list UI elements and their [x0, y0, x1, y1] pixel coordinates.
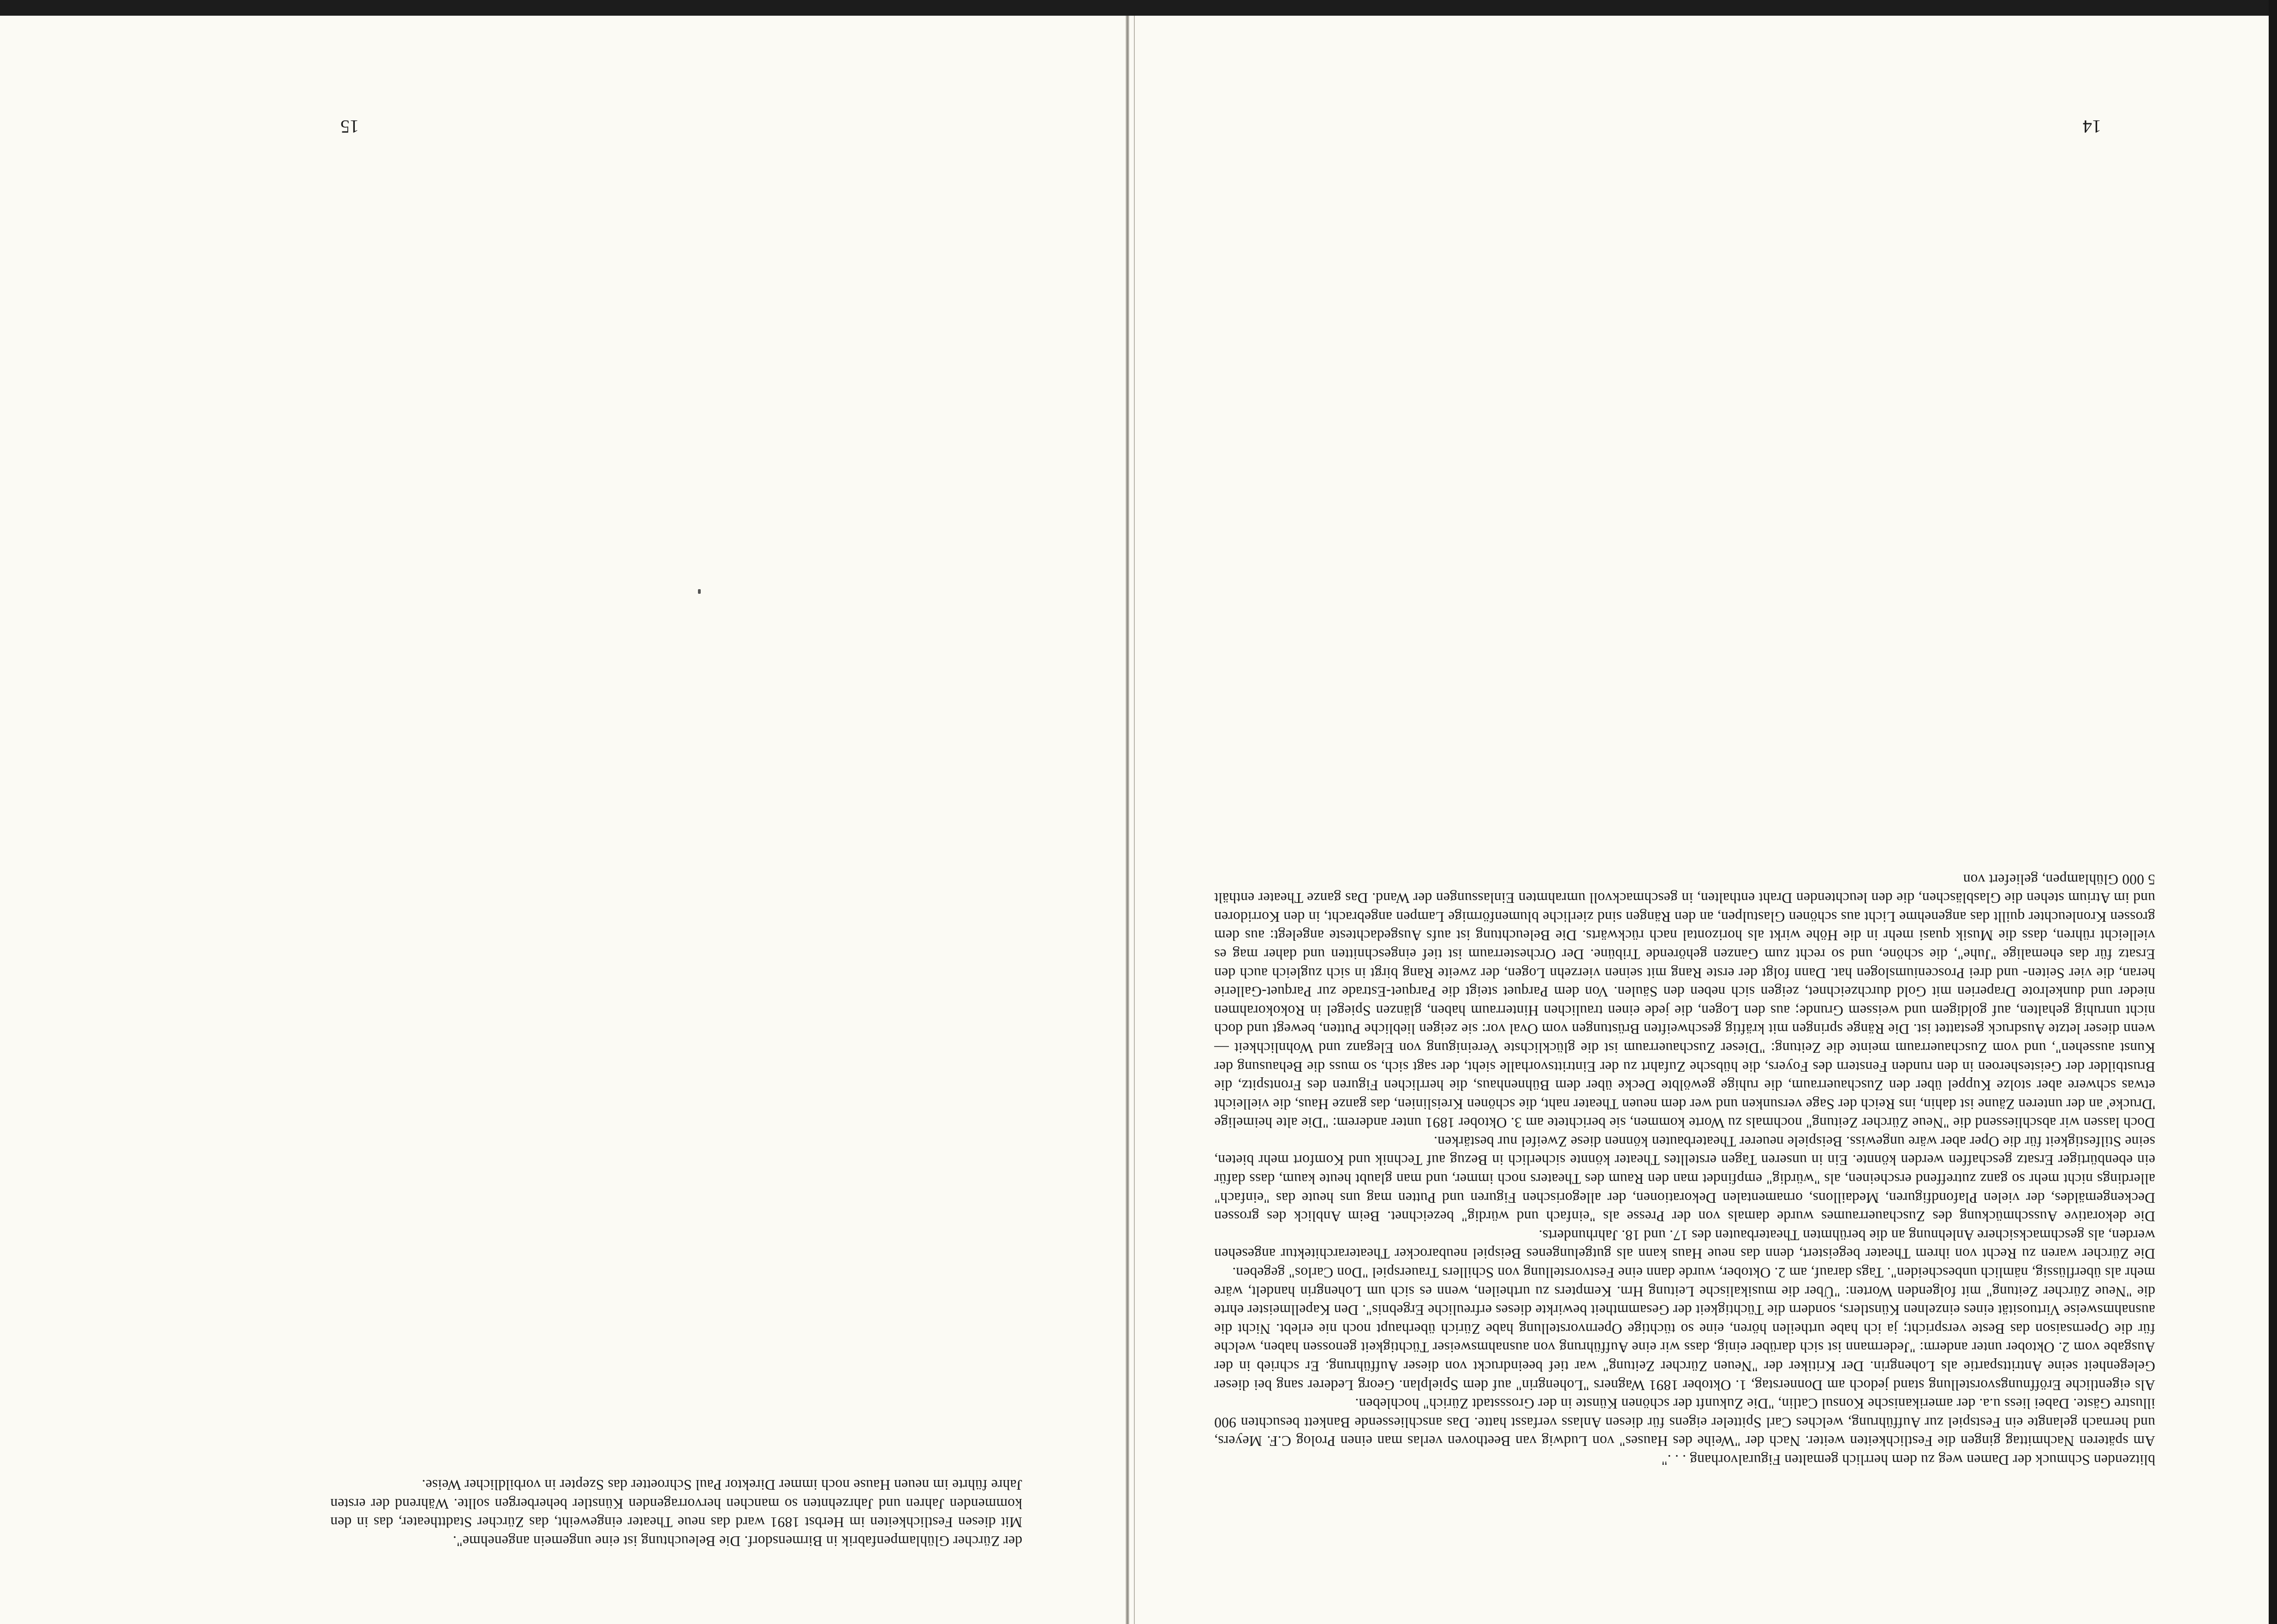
- dust-speck: [698, 589, 701, 594]
- paragraph: Mit diesen Festlichkeiten im Herbst 1891 ward das neue Theater eingeweiht, das Zürcher Stadttheater, das in den kommenden Jahren und Jahrzehnten so manchen hervorragenden Künstler beherbergen sollte. Während der ersten Jahre führte im neuen Hause noch immer Direktor Paul Schroetter das Szepter in vorbildlicher Weise.: [330, 1477, 1022, 1531]
- paragraph: Die Zürcher waren zu Recht von ihrem Theater begeistert, denn das neue Haus kann als gutgelungenes Beispiel neubarocker Theaterarchitektur angesehen werden, als geschmacksichere Anlehnung an die berühmten Theaterbauten des 17. und 18. Jahrhunderts.: [1214, 1227, 2155, 1262]
- book-gutter: [1126, 16, 1129, 1624]
- page-number-14: 14: [2083, 116, 2101, 137]
- paragraph: Doch lassen wir abschliessend die "Neue Zürcher Zeitung" nochmals zu Worte kommen, sie berichtete am 3. Oktober 1891 unter anderem: "Die alte heimelige 'Drucke' an der unteren Zäune ist dahin, ins Reich der Sage versunken und wer dem neuen Theater naht, die schönen Kreislinien, das ganze Haus, die vielleicht etwas schwere aber stolze Kuppel über den Zuschauerraum, die ruhige gewölbte Decke über dem Bühnenhaus, die herrlichen Figuren des Frontspitz, die Brustbilder der Geisteshеroen in den runden Fenstern des Foyers, die hübsche Zufahrt zu der Eintrittsvorhalle sieht, der sagt sich, so muss die Behausung der Kunst aussehen", und vom Zuschauerraum meinte die Zeitung: "Dieser Zuschauerraum ist die glücklichste Vereinigung von Eleganz und Wohnlichkeit — wenn dieser letzte Ausdruck gestattet ist. Die Ränge springen mit kräftig geschweiften Brüstungen vom Oval vor: sie zeigen liebliche Putten, bewegt und doch nicht unruhig gehalten, auf goldigem und weissem Grunde; aus den Logen, die jede einen traulichen Hinterraum haben, glänzen Spiegel in Rokokorahmen nieder und dunkelrote Draperien mit Gold durchzeichnet, zeigen sich neben den Säulen. Von dem Parquet steigt die Parquet-Estrade zur Parquet-Gallerie heran, die vier Seiten- und drei Prosceniumslogen hat. Dann folgt der erste Rang mit seinen vierzehn Logen, der zweite Rang birgt in sich zugleich auch den Ersatz für das ehemalige "Juhe", die schöne, und so recht zum Ganzen gehörende Tribüne. Der Orchesterraum ist tief eingeschnitten und daher mag es vielleicht rühren, dass die Musik quasi mehr in die Höhe wirkt als horizontal nach rückwärts. Die Beleuchtung ist aufs Ausgedachteste angelegt: aus dem grossen Kronleuchter quillt das angenehme Licht aus schönen Glastulpen, an den Rängen sind zierliche blumenförmige Lampen angebracht, in den Korridoren und im Atrium stehen die Glasbläschen, die den leuchtenden Draht enthalten, in geschmackvoll umrahmten Einlassungen der Wand. Das ganze Theater enthält 5 000 Glühlampen, geliefert von: [1214, 871, 2155, 1131]
- paragraph: der Zürcher Glühlampenfabrik in Birmensdorf. Die Beleuchtung ist eine ungemein angenehme".: [453, 1533, 1022, 1549]
- page-fold-line: [1134, 16, 1135, 1624]
- paragraph: Als eigentliche Eröffnungsvorstellung stand jedoch am Donnerstag, 1. Oktober 1891 Wagners "Lohengrin" auf dem Spielplan. Georg Lederer sang bei dieser Gelegenheit seine Antrittspartie als Lohengrin. Der Kritiker der "Neuen Zürcher Zeitung" war tief beeindruckt von dieser Aufführung. Er schrieb in der Ausgabe vom 2. Oktober unter anderm: "Jedermann ist sich darüber einig, dass wir eine Aufführung von ausnahmsweiser Tüchtigkeit genossen haben, welche für die Opernsaison das Beste verspricht; ja ich habe urtheilen hören, eine so tüchtige Opernvorstellung habe Zürich überhaupt noch nie erlebt. Nicht die ausnahmsweise Virtuosität eines einzelnen Künstlers, sondern die Tüchtigkeit der Gesammtheit bewirkte dieses erfreuliche Ergebnis". Den Kapellmeister ehrte die "Neue Zürcher Zeitung" mit folgenden Worten: "Über die musikalische Leitung Hrn. Kempters zu urtheilen, wenn es sich um Lohengrin handelt, wäre mehr als überflüssig, nämlich unbescheiden". Tags darauf, am 2. Oktober, wurde dann eine Festvorstellung von Schillers Trauerspiel "Don Carlos" gegeben.: [1214, 1265, 2155, 1393]
- scan-top-border: [0, 0, 2277, 16]
- paragraph: Am späteren Nachmittag gingen die Festlichkeiten weiter. Nach der "Weihe des Hauses" von Ludwig van Beethoven verlas man einen Prolog C.F. Meyers, und hernach gelangte ein Festspiel zur Aufführung, welches Carl Spitteler eigens für diesen Anlass verfasst hatte. Das anschliessende Bankett besuchten 900 illustre Gäste. Dabei liess u.a. der amerikanische Konsul Catlin, "Die Zukunft der schönen Künste in der Grossstadt Zürich" hochleben.: [1214, 1396, 2155, 1450]
- page-14-body: [1214, 149, 2155, 1469]
- paragraph: blitzenden Schmuck der Damen weg zu dem herrlich gemalten Figuralvorhang . . .": [1661, 1452, 2155, 1468]
- scan-right-border: [2269, 0, 2277, 1624]
- paragraph: Die dekorative Ausschmückung des Zuschauerraumes wurde damals von der Presse als "einfach und würdig" bezeichnet. Beim Anblick des grossen Deckengemäldes, der vielen Plafondfiguren, Medaillons, ornamentalen Dekorationen, der allegorischen Figuren und Putten mag uns heute das "einfach" allerdings nicht mehr so ganz zutreffend erscheinen, als "würdig" empfindet man den Raum des Theaters noch immer, und man glaubt heute kaum, dass dafür ein ebenbürtiger Ersatz geschaffen werden könnte. Ein in unseren Tagen erstelltes Theater könnte sicherlich in Bezug auf Technik und Komfort mehr bieten, seine Stilfestigkeit für die Oper aber wäre ungewiss. Beispiele neuerer Theaterbauten können diese Zweifel nur bestärken.: [1214, 1133, 2155, 1225]
- page-number-15: 15: [340, 116, 359, 137]
- page-15-body: [330, 1126, 1022, 1550]
